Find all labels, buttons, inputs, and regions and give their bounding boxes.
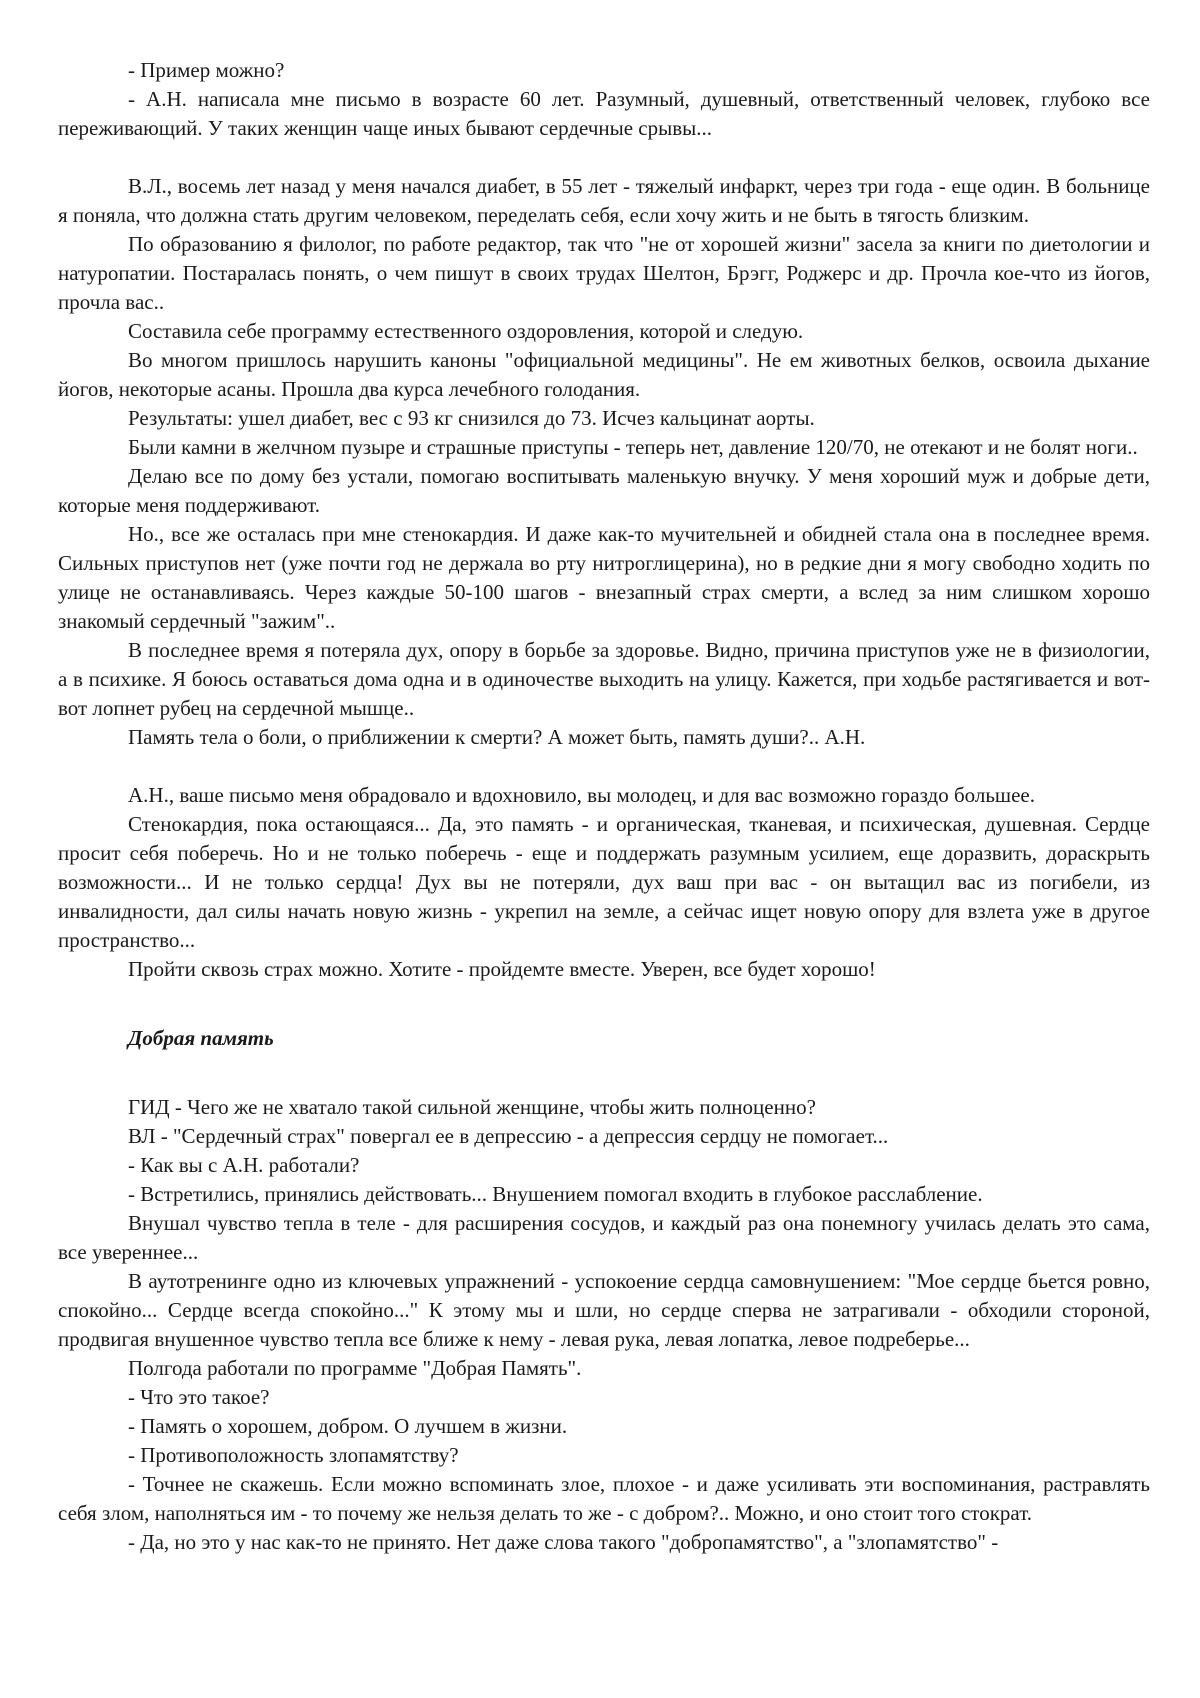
paragraph: - Противоположность злопамятству? [128,1443,459,1467]
paragraph: - Что это такое? [128,1385,270,1409]
paragraph: - Пример можно? [128,58,285,82]
spacer [58,143,1150,172]
paragraph: В.Л., восемь лет назад у меня начался диабет, в 55 лет - тяжелый инфаркт, через три года - еще один. В больнице я поняла, что должна стать другим человеком, переделать себя, если хочу жить и не быть в тягость близким. [58,174,1150,227]
paragraph: Внушал чувство тепла в теле - для расширения сосудов, и каждый раз она понемногу училась делать это сама, все увереннее... [58,1211,1150,1264]
paragraph: Стенокардия, пока остающаяся... Да, это память - и органическая, тканевая, и психическая, душевная. Сердце просит себя поберечь. Но и не только поберечь - еще и поддержать разумным усилием, еще доразвить, дораскрыть возможности... И не только сердца! Дух вы не потеряли, дух ваш при вас - он вытащил вас из погибели, из инвалидности, дал силы начать новую жизнь - укрепил на земле, а сейчас ищет новую опору для взлета уже в другое пространство... [58,812,1150,952]
paragraph: Во многом пришлось нарушить каноны "официальной медицины". Не ем животных белков, освоила дыхание йогов, некоторые асаны. Прошла два курса лечебного голодания. [58,348,1150,401]
paragraph: В аутотренинге одно из ключевых упражнений - успокоение сердца самовнушением: "Мое сердце бьется ровно, спокойно... Сердце всегда спокойно..." К этому мы и шли, но сердце сперва не затрагивали - обходили стороной, продвигая внушенное чувство тепла все ближе к нему - левая рука, левая лопатка, левое подреберье... [58,1269,1150,1351]
paragraph: Результаты: ушел диабет, вес с 93 кг снизился до 73. Исчез кальцинат аорты. [128,406,815,430]
paragraph: - Встретились, принялись действовать... Внушением помогал входить в глубокое расслабление. [128,1182,983,1206]
spacer [58,984,1150,1024]
document-page [58,56,1150,1557]
paragraph: Составила себе программу естественного оздоровления, которой и следую. [128,319,804,343]
paragraph: А.Н., ваше письмо меня обрадовало и вдохновило, вы молодец, и для вас возможно гораздо большее. [128,783,1035,807]
paragraph: - Как вы с А.Н. работали? [128,1153,360,1177]
paragraph: - Память о хорошем, добром. О лучшем в жизни. [128,1414,568,1438]
paragraph: В последнее время я потеряла дух, опору в борьбе за здоровье. Видно, причина приступов уже не в физиологии, а в психике. Я боюсь оставаться дома одна и в одиночестве выходить на улицу. Кажется, при ходьбе растягивается и вот-вот лопнет рубец на сердечной мышце.. [58,638,1150,720]
paragraph: Пройти сквозь страх можно. Хотите - пройдемте вместе. Уверен, все будет хорошо! [128,957,876,981]
paragraph: ВЛ - "Сердечный страх" повергал ее в депрессию - а депрессия сердцу не помогает... [128,1124,889,1148]
paragraph: - А.Н. написала мне письмо в возрасте 60 лет. Разумный, душевный, ответственный человек, глубоко все переживающий. У таких женщин чаще иных бывают сердечные срывы... [58,87,1150,140]
paragraph: - Да, но это у нас как-то не принято. Нет даже слова такого "добропамятство", а "злопамятство" - [128,1530,999,1554]
paragraph: ГИД - Чего же не хватало такой сильной женщине, чтобы жить полноценно? [128,1095,816,1119]
paragraph: Были камни в желчном пузыре и страшные приступы - теперь нет, давление 120/70, не отекают и не болят ноги.. [128,435,1138,459]
paragraph: - Точнее не скажешь. Если можно вспоминать злое, плохое - и даже усиливать эти воспоминания, растравлять себя злом, наполняться им - то почему же нельзя делать то же - с добром?.. Можно, и оно стоит того стократ. [58,1472,1150,1525]
paragraph: Память тела о боли, о приближении к смерти? А может быть, память души?.. А.Н. [128,725,866,749]
section-heading: Добрая память [128,1026,274,1050]
paragraph: Полгода работали по программе "Добрая Память". [128,1356,582,1380]
paragraph: Делаю все по дому без устали, помогаю воспитывать маленькую внучку. У меня хороший муж и добрые дети, которые меня поддерживают. [58,464,1150,517]
spacer [58,1053,1150,1093]
paragraph: По образованию я филолог, по работе редактор, так что "не от хорошей жизни" засела за книги по диетологии и натуропатии. Постаралась понять, о чем пишут в своих трудах Шелтон, Брэгг, Роджерс и др. Прочла кое-что из йогов, прочла вас.. [58,232,1150,314]
paragraph: Но., все же осталась при мне стенокардия. И даже как-то мучительней и обидней стала она в последнее время. Сильных приступов нет (уже почти год не держала во рту нитроглицерина), но в редкие дни я могу свободно ходить по улице не останавливаясь. Через каждые 50-100 шагов - внезапный страх смерти, а вслед за ним слишком хорошо знакомый сердечный "зажим".. [58,522,1150,633]
spacer [58,752,1150,781]
